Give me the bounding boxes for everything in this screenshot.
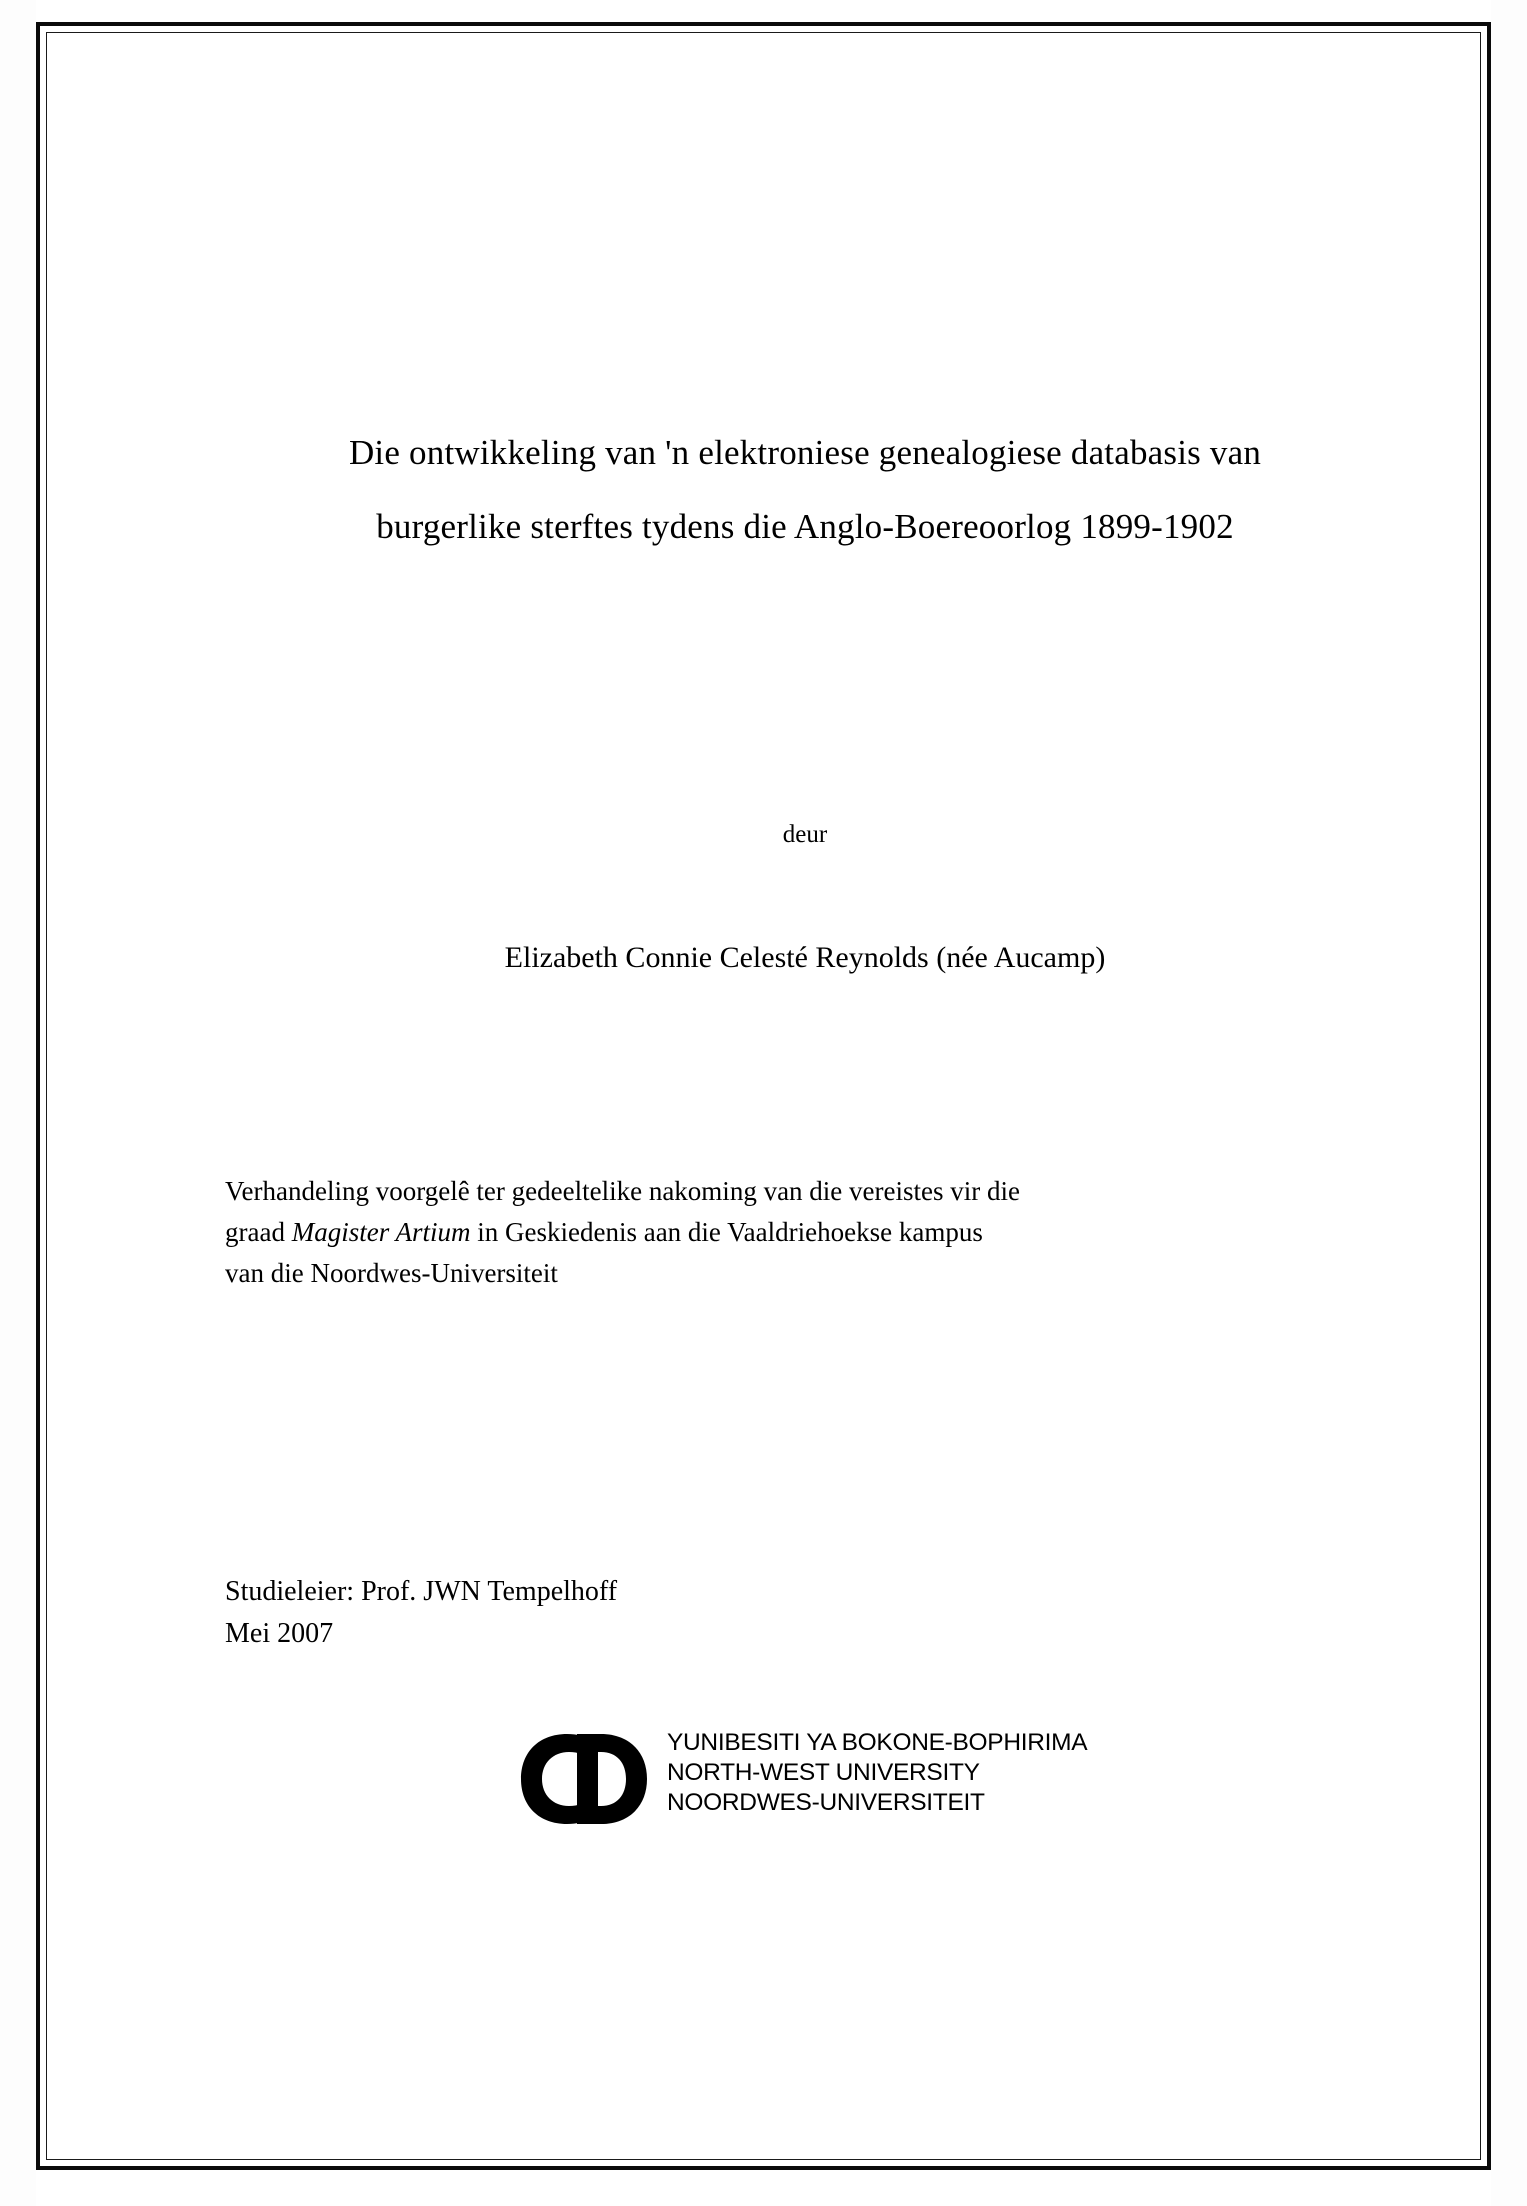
- page-title: [225, 416, 1385, 564]
- date-line: Mei 2007: [225, 1618, 334, 1649]
- scan-margin-left: [0, 0, 36, 2206]
- university-logo: [515, 1726, 1115, 1846]
- degree-statement-line-2-prefix: graad: [225, 1217, 292, 1247]
- degree-statement-line-3: van die Noordwes-Universiteit: [225, 1258, 558, 1288]
- north-west-university-logo-icon: [515, 1730, 660, 1828]
- university-logo-line-3: NOORDWES-UNIVERSITEIT: [667, 1789, 985, 1816]
- university-logo-line-1: YUNIBESITI YA BOKONE-BOPHIRIMA: [667, 1729, 1088, 1756]
- supervisor-line: Studieleier: Prof. JWN Tempelhoff: [225, 1576, 618, 1607]
- supervisor-block: [225, 1571, 1385, 1655]
- degree-statement-line-1: Verhandeling voorgelê ter gedeeltelike nakoming van die vereistes vir die: [225, 1176, 1020, 1206]
- title-line-1: Die ontwikkeling van 'n elektroniese genealogiese databasis van: [348, 433, 1262, 472]
- university-logo-line-2: NORTH-WEST UNIVERSITY: [667, 1759, 980, 1786]
- title-page-content: [225, 86, 1385, 2116]
- author-name: Elizabeth Connie Celesté Reynolds (née Aucamp): [504, 941, 1106, 974]
- scan-margin-right: [1491, 0, 1527, 2206]
- title-line-2: burgerlike sterftes tydens die Anglo-Boereoorlog 1899-1902: [376, 507, 1234, 546]
- degree-statement: [225, 1171, 1385, 1294]
- degree-name: Magister Artium: [291, 1217, 471, 1247]
- page-border: [36, 22, 1491, 2170]
- degree-statement-line-2-suffix: in Geskiedenis aan die Vaaldriehoekse kampus: [470, 1217, 983, 1247]
- degree-statement-line-2: [225, 1212, 1385, 1253]
- university-logo-text: [667, 1728, 1107, 1818]
- by-label: deur: [782, 821, 828, 848]
